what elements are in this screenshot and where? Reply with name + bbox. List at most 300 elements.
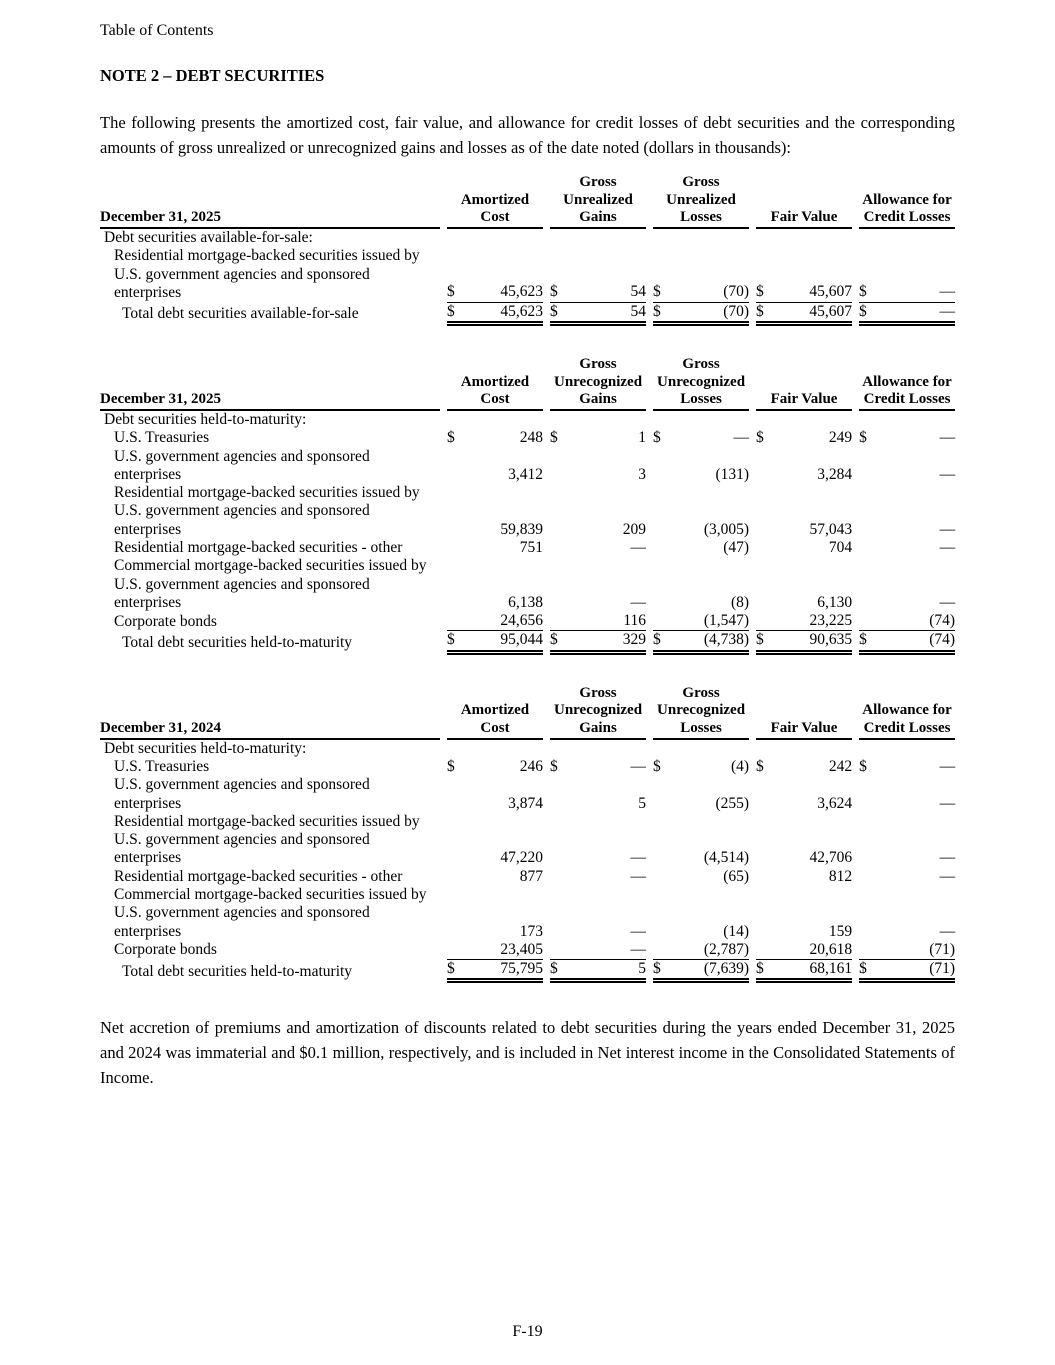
amount-cell: —: [939, 922, 956, 940]
amount-cell: (4,738): [668, 631, 749, 652]
currency-symbol: [550, 868, 565, 886]
column-gap: [440, 868, 447, 886]
column-gap: [749, 228, 756, 247]
column-header: Allowance for Credit Losses: [859, 685, 955, 739]
amount-cell: —: [939, 867, 956, 885]
column-header: Gross Unrealized Gains: [550, 174, 646, 228]
currency-symbol: [550, 557, 565, 612]
column-gap: [543, 228, 550, 247]
currency-symbol: $: [653, 302, 668, 323]
amount-cell: 5: [565, 960, 646, 981]
column-gap: [440, 557, 447, 612]
currency-symbol: $: [653, 758, 661, 776]
currency-symbol: [550, 410, 565, 429]
row-label: Residential mortgage-backed securities issued by U.S. government agencies and sponsored enterprises: [114, 247, 420, 301]
column-gap: [646, 960, 653, 981]
amount-cell: —: [630, 539, 647, 556]
column-gap: [543, 960, 550, 981]
row-label: Total debt securities held-to-maturity: [122, 633, 353, 651]
amount-cell: 54: [565, 247, 646, 302]
column-gap: [440, 886, 447, 941]
column-gap: [749, 356, 756, 410]
currency-symbol: $: [859, 758, 867, 776]
currency-symbol: [550, 228, 565, 247]
column-gap: [749, 868, 756, 886]
column-gap: [543, 868, 550, 886]
table-row: [100, 776, 955, 813]
table-row: [100, 247, 955, 302]
currency-symbol: $: [756, 247, 771, 302]
amount-cell: —: [939, 593, 956, 611]
amount-cell: (71): [874, 960, 955, 981]
amount-cell: 159: [828, 922, 853, 940]
column-gap: [852, 557, 859, 612]
table-row: [100, 813, 955, 868]
amount-cell: (4,514): [703, 849, 750, 867]
amount-cell: 3,624: [817, 794, 853, 812]
amount-cell: 3,412: [508, 465, 544, 483]
table-row: [100, 448, 955, 485]
currency-symbol: [756, 410, 771, 429]
column-gap: [852, 739, 859, 758]
column-gap: [646, 776, 653, 813]
column-gap: [646, 302, 653, 323]
amount-cell: 59,839: [500, 520, 544, 538]
column-gap: [440, 960, 447, 981]
page-number: F-19: [512, 1323, 543, 1340]
table-header-row: [100, 356, 955, 410]
row-label: Debt securities available-for-sale:: [104, 229, 313, 247]
amount-cell: (71): [874, 941, 955, 960]
column-gap: [646, 941, 653, 960]
column-gap: [852, 247, 859, 302]
column-gap: [852, 302, 859, 323]
column-gap: [749, 685, 756, 739]
currency-symbol: $: [859, 960, 874, 981]
column-gap: [852, 813, 859, 868]
table-row: [100, 886, 955, 941]
amount-cell: —: [939, 465, 956, 483]
row-label: Residential mortgage-backed securities - other: [114, 867, 403, 885]
financial-table: [100, 685, 955, 984]
amount-cell: (3,005): [703, 520, 750, 538]
column-gap: [440, 776, 447, 813]
currency-symbol: $: [447, 429, 455, 447]
column-gap: [543, 429, 550, 447]
amount-cell: —: [874, 247, 955, 302]
currency-symbol: [653, 941, 668, 960]
currency-symbol: [859, 739, 874, 758]
currency-symbol: $: [447, 960, 462, 981]
column-gap: [749, 612, 756, 631]
currency-symbol: [859, 612, 874, 631]
note-title: NOTE 2 – DEBT SECURITIES: [100, 66, 325, 85]
amount-cell: (70): [668, 247, 749, 302]
amount-cell: 54: [565, 302, 646, 323]
row-label: Debt securities held-to-maturity:: [104, 739, 307, 757]
amount-cell: (8): [730, 593, 750, 611]
column-gap: [749, 776, 756, 813]
currency-symbol: [859, 484, 874, 539]
column-gap: [749, 429, 756, 447]
table-header-row: [100, 685, 955, 739]
column-gap: [440, 941, 447, 960]
column-gap: [440, 228, 447, 247]
currency-symbol: [859, 410, 874, 429]
column-gap: [852, 868, 859, 886]
currency-symbol: [859, 813, 874, 868]
currency-symbol: [653, 484, 668, 539]
currency-symbol: $: [550, 429, 558, 447]
column-gap: [749, 557, 756, 612]
column-gap: [852, 448, 859, 485]
currency-symbol: [756, 228, 771, 247]
amount-cell: 751: [519, 539, 544, 556]
amount-cell: [462, 410, 543, 429]
amount-cell: [668, 228, 749, 247]
column-gap: [543, 685, 550, 739]
column-gap: [543, 758, 550, 776]
currency-symbol: $: [447, 247, 462, 302]
currency-symbol: [447, 448, 462, 485]
currency-symbol: $: [756, 429, 764, 447]
amount-cell: 42,706: [809, 849, 853, 867]
currency-symbol: [447, 739, 462, 758]
currency-symbol: [550, 739, 565, 758]
column-gap: [440, 484, 447, 539]
amount-cell: 23,225: [771, 612, 852, 631]
amount-cell: 877: [519, 867, 544, 885]
amount-cell: 704: [828, 539, 853, 556]
currency-symbol: [447, 776, 462, 813]
currency-symbol: [756, 886, 771, 941]
financial-table: [100, 356, 955, 655]
column-gap: [646, 174, 653, 228]
column-gap: [646, 631, 653, 652]
document-page: [100, 0, 955, 1365]
table-header-row: [100, 174, 955, 228]
row-label: Residential mortgage-backed securities issued by U.S. government agencies and sponsored enterprises: [114, 484, 420, 538]
amount-cell: 246: [519, 758, 544, 776]
column-gap: [646, 429, 653, 447]
amount-cell: [565, 228, 646, 247]
amount-cell: [668, 410, 749, 429]
currency-symbol: [653, 776, 668, 813]
currency-symbol: [859, 941, 874, 960]
amount-cell: 329: [565, 631, 646, 652]
total-row: [100, 631, 955, 652]
column-gap: [440, 448, 447, 485]
currency-symbol: $: [756, 758, 764, 776]
amount-cell: —: [939, 794, 956, 812]
section-row: [100, 228, 955, 247]
table-date-label: December 31, 2025: [100, 174, 440, 228]
amount-cell: —: [939, 429, 956, 447]
column-gap: [749, 174, 756, 228]
column-header: Amortized Cost: [447, 685, 543, 739]
amount-cell: (74): [874, 612, 955, 631]
column-gap: [440, 739, 447, 758]
currency-symbol: $: [447, 758, 455, 776]
column-gap: [543, 484, 550, 539]
column-gap: [646, 539, 653, 557]
amount-cell: 249: [828, 429, 853, 447]
row-label: Total debt securities held-to-maturity: [122, 962, 353, 980]
column-gap: [749, 758, 756, 776]
column-gap: [440, 302, 447, 323]
total-row: [100, 960, 955, 981]
column-gap: [440, 631, 447, 652]
currency-symbol: $: [653, 429, 661, 447]
currency-symbol: $: [756, 960, 771, 981]
currency-symbol: [550, 612, 565, 631]
table-row: [100, 758, 955, 776]
amount-cell: [668, 739, 749, 758]
currency-symbol: $: [550, 247, 565, 302]
currency-symbol: $: [550, 758, 558, 776]
currency-symbol: [653, 739, 668, 758]
amount-cell: 45,607: [771, 302, 852, 323]
column-gap: [646, 356, 653, 410]
column-gap: [749, 302, 756, 323]
amount-cell: 812: [828, 867, 853, 885]
amount-cell: (1,547): [668, 612, 749, 631]
column-gap: [440, 813, 447, 868]
currency-symbol: [756, 612, 771, 631]
amount-cell: (70): [668, 302, 749, 323]
currency-symbol: [859, 557, 874, 612]
amount-cell: —: [630, 867, 647, 885]
currency-symbol: $: [756, 631, 771, 652]
column-header: Fair Value: [756, 174, 852, 228]
currency-symbol: $: [859, 429, 867, 447]
currency-symbol: $: [859, 302, 874, 323]
section-row: [100, 739, 955, 758]
amount-cell: 3,874: [508, 794, 544, 812]
row-label: Corporate bonds: [114, 612, 217, 630]
currency-symbol: [550, 886, 565, 941]
row-label: Residential mortgage-backed securities issued by U.S. government agencies and sponsored enterprises: [114, 812, 420, 867]
currency-symbol: [756, 941, 771, 960]
column-gap: [543, 448, 550, 485]
amount-cell: 6,130: [817, 593, 853, 611]
amount-cell: 116: [565, 612, 646, 631]
column-gap: [646, 813, 653, 868]
column-gap: [440, 429, 447, 447]
column-gap: [440, 247, 447, 302]
amount-cell: 68,161: [771, 960, 852, 981]
table-date-label: December 31, 2024: [100, 685, 440, 739]
currency-symbol: [756, 557, 771, 612]
tables-container: [100, 174, 955, 1013]
row-label: Commercial mortgage-backed securities issued by U.S. government agencies and sponsored enterprises: [114, 557, 427, 611]
column-gap: [852, 941, 859, 960]
column-gap: [543, 776, 550, 813]
column-gap: [852, 612, 859, 631]
amount-cell: —: [939, 539, 956, 556]
column-gap: [852, 228, 859, 247]
amount-cell: [874, 739, 955, 758]
table-row: [100, 612, 955, 631]
amount-cell: —: [939, 758, 956, 776]
amount-cell: 95,044: [462, 631, 543, 652]
currency-symbol: $: [859, 247, 874, 302]
currency-symbol: [859, 886, 874, 941]
currency-symbol: [653, 813, 668, 868]
amount-cell: [874, 228, 955, 247]
amount-cell: (7,639): [668, 960, 749, 981]
column-gap: [749, 410, 756, 429]
financial-table: [100, 174, 955, 326]
amount-cell: 45,607: [771, 247, 852, 302]
column-header: Gross Unrecognized Gains: [550, 356, 646, 410]
total-row: [100, 302, 955, 323]
table-date-label: December 31, 2025: [100, 356, 440, 410]
amount-cell: (47): [723, 539, 750, 556]
amount-cell: [565, 410, 646, 429]
currency-symbol: $: [756, 302, 771, 323]
amount-cell: —: [939, 520, 956, 538]
currency-symbol: [550, 776, 565, 813]
amount-cell: 3: [638, 465, 647, 483]
row-label: Corporate bonds: [114, 941, 217, 959]
amount-cell: [462, 739, 543, 758]
amount-cell: 20,618: [771, 941, 852, 960]
currency-symbol: [756, 868, 771, 886]
currency-symbol: [653, 228, 668, 247]
column-gap: [749, 484, 756, 539]
column-gap: [440, 410, 447, 429]
column-gap: [646, 228, 653, 247]
currency-symbol: [756, 448, 771, 485]
amount-cell: [874, 410, 955, 429]
column-header: Amortized Cost: [447, 356, 543, 410]
column-gap: [646, 410, 653, 429]
currency-symbol: [756, 484, 771, 539]
column-gap: [852, 484, 859, 539]
table-row: [100, 484, 955, 539]
table-row: [100, 868, 955, 886]
currency-symbol: [653, 539, 668, 557]
column-gap: [646, 612, 653, 631]
row-label: U.S. government agencies and sponsored enterprises: [114, 447, 370, 483]
column-header: Gross Unrealized Losses: [653, 174, 749, 228]
amount-cell: (131): [715, 465, 750, 483]
amount-cell: 242: [828, 758, 853, 776]
amount-cell: (2,787): [668, 941, 749, 960]
column-header: Gross Unrecognized Losses: [653, 685, 749, 739]
amount-cell: —: [874, 302, 955, 323]
amount-cell: [771, 410, 852, 429]
currency-symbol: [653, 886, 668, 941]
column-gap: [543, 174, 550, 228]
currency-symbol: [447, 539, 462, 557]
row-label: Commercial mortgage-backed securities issued by U.S. government agencies and sponsored enterprises: [114, 886, 427, 940]
table-row: [100, 539, 955, 557]
currency-symbol: [653, 448, 668, 485]
column-gap: [852, 429, 859, 447]
amount-cell: 1: [638, 429, 647, 447]
row-label: U.S. Treasuries: [114, 758, 210, 776]
table-row: [100, 941, 955, 960]
currency-symbol: $: [447, 302, 462, 323]
currency-symbol: [447, 410, 462, 429]
column-gap: [646, 739, 653, 758]
currency-symbol: $: [550, 302, 565, 323]
amount-cell: 173: [519, 922, 544, 940]
intro-paragraph: The following presents the amortized cost, fair value, and allowance for credit losses of debt securities and the corresponding amounts of gross unrealized or unrecognized gains and losses as of the date noted (dollars in thousands):: [100, 113, 955, 157]
amount-cell: (65): [723, 867, 750, 885]
amount-cell: (4): [730, 758, 750, 776]
currency-symbol: $: [653, 960, 668, 981]
column-gap: [749, 539, 756, 557]
column-gap: [646, 868, 653, 886]
currency-symbol: [447, 941, 462, 960]
column-gap: [646, 557, 653, 612]
currency-symbol: $: [859, 631, 874, 652]
currency-symbol: [447, 612, 462, 631]
column-gap: [852, 539, 859, 557]
currency-symbol: [550, 448, 565, 485]
closing-paragraph: Net accretion of premiums and amortization of discounts related to debt securities during the years ended December 31, 2025 and 2024 was immaterial and $0.1 million, respectively, and is included in Net interest income in the Consolidated Statements of Income.: [100, 1018, 955, 1088]
currency-symbol: [550, 813, 565, 868]
amount-cell: 57,043: [809, 520, 853, 538]
column-gap: [440, 758, 447, 776]
column-header: Gross Unrecognized Gains: [550, 685, 646, 739]
column-gap: [543, 557, 550, 612]
column-gap: [852, 685, 859, 739]
column-gap: [543, 941, 550, 960]
column-gap: [543, 631, 550, 652]
amount-cell: 209: [622, 520, 647, 538]
column-gap: [646, 685, 653, 739]
column-gap: [543, 886, 550, 941]
currency-symbol: $: [653, 247, 668, 302]
currency-symbol: [756, 739, 771, 758]
column-header: Gross Unrecognized Losses: [653, 356, 749, 410]
column-header: Allowance for Credit Losses: [859, 356, 955, 410]
currency-symbol: [653, 410, 668, 429]
column-gap: [749, 631, 756, 652]
column-gap: [749, 941, 756, 960]
currency-symbol: [447, 228, 462, 247]
currency-symbol: [859, 228, 874, 247]
amount-cell: —: [630, 758, 647, 776]
column-gap: [646, 247, 653, 302]
column-gap: [852, 776, 859, 813]
column-gap: [543, 739, 550, 758]
amount-cell: 45,623: [462, 302, 543, 323]
amount-cell: 3,284: [817, 465, 853, 483]
column-gap: [646, 758, 653, 776]
currency-symbol: [550, 941, 565, 960]
currency-symbol: $: [653, 631, 668, 652]
breadcrumb[interactable]: Table of Contents: [100, 22, 214, 39]
column-gap: [749, 448, 756, 485]
amount-cell: (255): [715, 794, 750, 812]
column-header: Fair Value: [756, 685, 852, 739]
column-gap: [852, 960, 859, 981]
currency-symbol: [756, 776, 771, 813]
amount-cell: [771, 739, 852, 758]
column-gap: [646, 886, 653, 941]
currency-symbol: $: [550, 960, 565, 981]
column-gap: [852, 174, 859, 228]
column-gap: [852, 631, 859, 652]
table-row: [100, 557, 955, 612]
amount-cell: 24,656: [462, 612, 543, 631]
column-gap: [749, 739, 756, 758]
